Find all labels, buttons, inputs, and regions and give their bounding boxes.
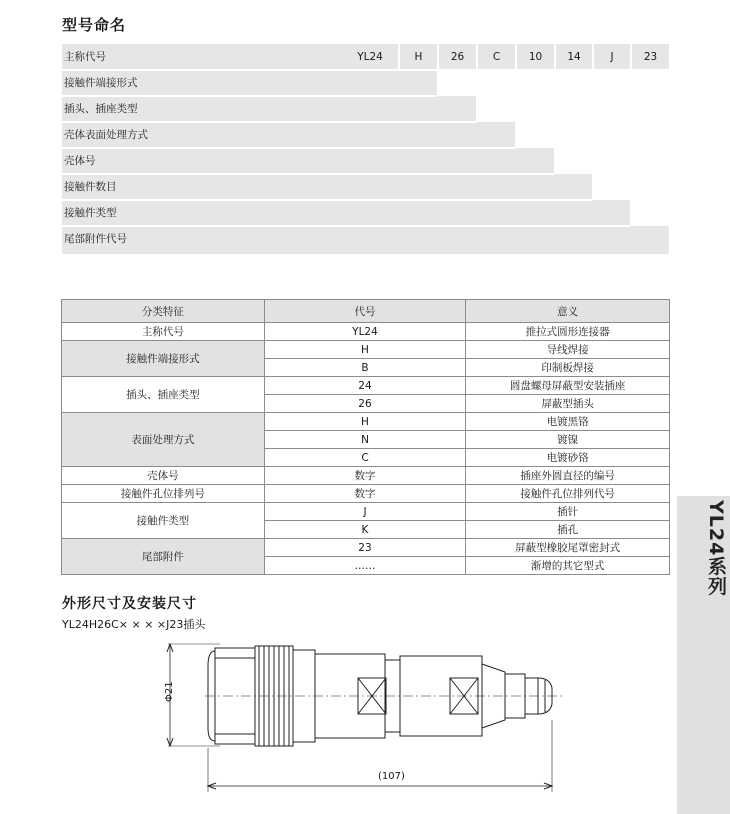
naming-code: 14 bbox=[567, 51, 581, 63]
cell-category: 主称代号 bbox=[62, 323, 265, 341]
cell-meaning: 导线焊接 bbox=[466, 341, 670, 359]
cell-code: K bbox=[264, 521, 466, 539]
cell-meaning: 插针 bbox=[466, 503, 670, 521]
naming-row-label: 主称代号 bbox=[64, 51, 106, 63]
cell-meaning: 圆盘螺母屏蔽型安装插座 bbox=[466, 377, 670, 395]
naming-code: 26 bbox=[450, 51, 465, 63]
naming-row-label: 尾部附件代号 bbox=[64, 233, 127, 245]
table-header-row bbox=[62, 300, 670, 323]
naming-row-label: 接触件数目 bbox=[64, 181, 117, 193]
cell-category: 尾部附件 bbox=[62, 539, 265, 575]
table-row bbox=[62, 323, 670, 341]
cell-meaning: 屏蔽型橡胶尾罩密封式 bbox=[466, 539, 670, 557]
cell-code: 数字 bbox=[264, 467, 466, 485]
naming-row-label: 接触件类型 bbox=[64, 207, 117, 219]
naming-code: H bbox=[414, 51, 423, 63]
naming-code: C bbox=[492, 51, 501, 63]
cell-code: J bbox=[264, 503, 466, 521]
cell-code: N bbox=[264, 431, 466, 449]
cell-code: 23 bbox=[264, 539, 466, 557]
step-notch-2b bbox=[437, 96, 476, 254]
plug-drawing bbox=[160, 636, 580, 796]
cell-code: YL24 bbox=[264, 323, 466, 341]
cell-category: 接触件端接形式 bbox=[62, 341, 265, 377]
cell-meaning: 镀镍 bbox=[466, 431, 670, 449]
cell-code: 26 bbox=[264, 395, 466, 413]
step-notch-3b bbox=[476, 122, 515, 254]
naming-code: 10 bbox=[528, 51, 543, 63]
cell-code: B bbox=[264, 359, 466, 377]
step-notch-4b bbox=[515, 148, 554, 254]
hsep bbox=[62, 225, 630, 227]
hsep bbox=[62, 173, 554, 175]
naming-title: 型号命名 bbox=[62, 16, 127, 34]
cell-meaning: 渐增的其它型式 bbox=[466, 557, 670, 575]
cell-category: 壳体号 bbox=[62, 467, 265, 485]
cell-category: 接触件类型 bbox=[62, 503, 265, 539]
cell-meaning: 插座外圆直径的编号 bbox=[466, 467, 670, 485]
step-notch-7 bbox=[630, 226, 669, 254]
drawing-title: 外形尺寸及安装尺寸 bbox=[62, 596, 197, 612]
drawing-subtitle: YL24H26C× × × ×J23插头 bbox=[62, 618, 206, 631]
cell-meaning: 屏蔽型插头 bbox=[466, 395, 670, 413]
cell-code: C bbox=[264, 449, 466, 467]
table-row bbox=[62, 503, 670, 521]
series-label: YL24系列 bbox=[705, 500, 727, 597]
naming-row-label: 接触件端接形式 bbox=[64, 77, 138, 89]
naming-diagram bbox=[62, 44, 669, 254]
cell-meaning: 推拉式圆形连接器 bbox=[466, 323, 670, 341]
table-row bbox=[62, 341, 670, 359]
cell-meaning: 插孔 bbox=[466, 521, 670, 539]
naming-code: YL24 bbox=[357, 51, 383, 63]
table-row bbox=[62, 413, 670, 431]
cell-code: H bbox=[264, 413, 466, 431]
table-row bbox=[62, 377, 670, 395]
header-meaning: 意义 bbox=[466, 300, 670, 323]
header-code: 代号 bbox=[264, 300, 466, 323]
spec-table bbox=[61, 299, 670, 575]
hsep bbox=[62, 199, 592, 201]
step-notch-6b bbox=[592, 200, 630, 254]
cell-code: H bbox=[264, 341, 466, 359]
length-label: (107) bbox=[378, 771, 405, 782]
cell-meaning: 电镀砂铬 bbox=[466, 449, 670, 467]
vsep bbox=[630, 44, 632, 226]
cell-meaning: 印制板焊接 bbox=[466, 359, 670, 377]
cell-meaning: 电镀黑铬 bbox=[466, 413, 670, 431]
table-row bbox=[62, 485, 670, 503]
naming-code: J bbox=[610, 51, 614, 63]
cell-category: 表面处理方式 bbox=[62, 413, 265, 467]
naming-row-label: 壳体表面处理方式 bbox=[64, 129, 148, 141]
naming-row-label: 插头、插座类型 bbox=[64, 103, 138, 115]
step-notch-5b bbox=[554, 174, 592, 254]
diameter-label: Φ21 bbox=[164, 681, 175, 702]
header-category: 分类特征 bbox=[62, 300, 265, 323]
table-row bbox=[62, 467, 670, 485]
table-row bbox=[62, 539, 670, 557]
naming-code: 23 bbox=[643, 51, 658, 63]
cell-code: 24 bbox=[264, 377, 466, 395]
cell-code: …… bbox=[264, 557, 466, 575]
cell-meaning: 接触件孔位排列代号 bbox=[466, 485, 670, 503]
cell-category: 接触件孔位排列号 bbox=[62, 485, 265, 503]
naming-row-label: 壳体号 bbox=[64, 155, 96, 167]
cell-code: 数字 bbox=[264, 485, 466, 503]
cell-category: 插头、插座类型 bbox=[62, 377, 265, 413]
